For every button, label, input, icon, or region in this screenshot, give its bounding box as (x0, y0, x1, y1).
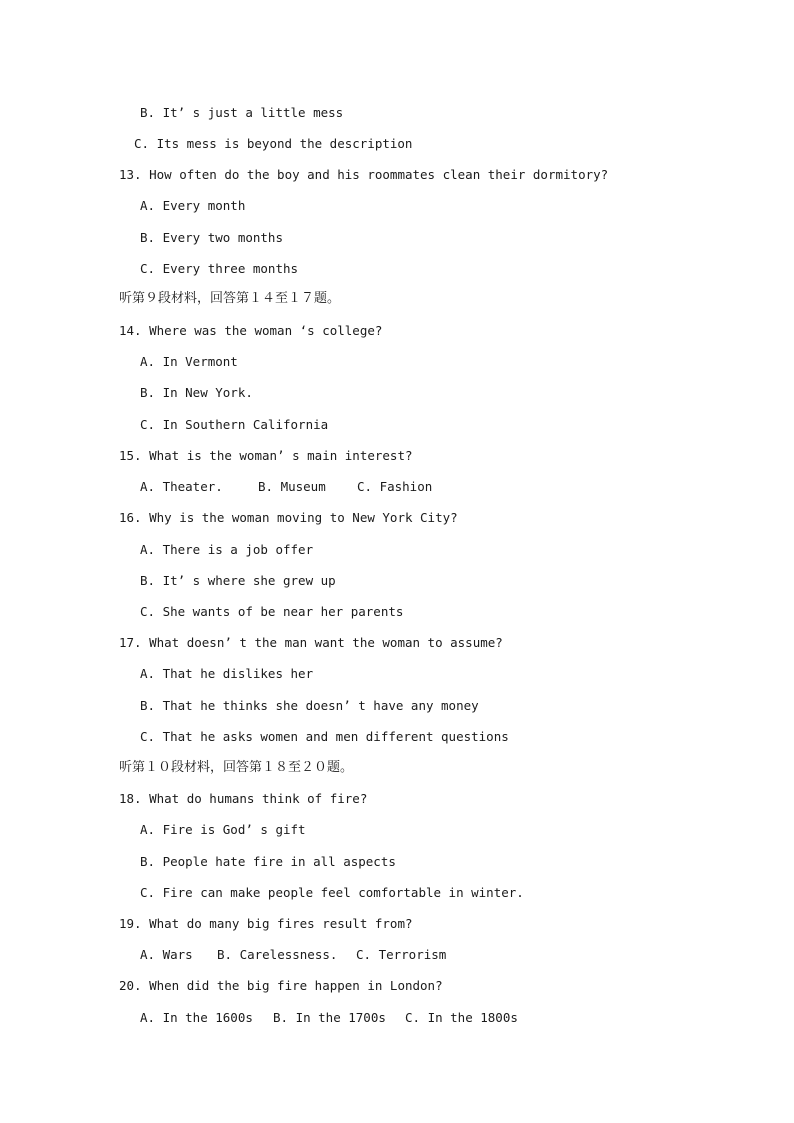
q14-option-c: C. In Southern California (140, 417, 329, 432)
q14-option-b: B. In New York. (140, 385, 253, 400)
q19-option-b: B. Carelessness. (217, 947, 338, 962)
question-18: 18. What do humans think of fire? (119, 791, 368, 806)
q19-option-c: C. Terrorism (356, 947, 447, 962)
q16-option-c: C. She wants of be near her parents (140, 604, 404, 619)
question-14: 14. Where was the woman ‘s college? (119, 323, 383, 338)
question-16: 16. Why is the woman moving to New York City? (119, 510, 458, 525)
q14-option-a: A. In Vermont (140, 354, 238, 369)
section-instruction-10: 听第１０段材料，回答第１８至２０题。 (119, 760, 354, 775)
q17-option-a: A. That he dislikes her (140, 666, 314, 681)
q13-option-a: A. Every month (140, 198, 246, 213)
q18-option-a: A. Fire is God’ s gift (140, 822, 306, 837)
q12-option-c: C. Its mess is beyond the description (134, 136, 413, 151)
q20-option-c: C. In the 1800s (405, 1010, 518, 1025)
q20-option-b: B. In the 1700s (273, 1010, 386, 1025)
q13-option-b: B. Every two months (140, 230, 283, 245)
q20-option-a: A. In the 1600s (140, 1010, 253, 1025)
q16-option-a: A. There is a job offer (140, 542, 314, 557)
question-13: 13. How often do the boy and his roommates clean their dormitory? (119, 167, 609, 182)
q18-option-c: C. Fire can make people feel comfortable in winter. (140, 885, 524, 900)
q18-option-b: B. People hate fire in all aspects (140, 854, 396, 869)
q12-option-b: B. It’ s just a little mess (140, 105, 344, 120)
q17-option-b: B. That he thinks she doesn’ t have any money (140, 698, 479, 713)
question-20: 20. When did the big fire happen in London? (119, 978, 443, 993)
q19-option-a: A. Wars (140, 947, 193, 962)
question-15: 15. What is the woman’ s main interest? (119, 448, 413, 463)
q15-option-a: A. Theater. (140, 479, 223, 494)
q16-option-b: B. It’ s where she grew up (140, 573, 336, 588)
question-17: 17. What doesn’ t the man want the woman to assume? (119, 635, 503, 650)
q13-option-c: C. Every three months (140, 261, 299, 276)
q17-option-c: C. That he asks women and men different questions (140, 729, 509, 744)
question-19: 19. What do many big fires result from? (119, 916, 413, 931)
q15-option-b: B. Museum (258, 479, 326, 494)
section-instruction-9: 听第９段材料，回答第１４至１７题。 (119, 291, 341, 306)
q15-option-c: C. Fashion (357, 479, 433, 494)
